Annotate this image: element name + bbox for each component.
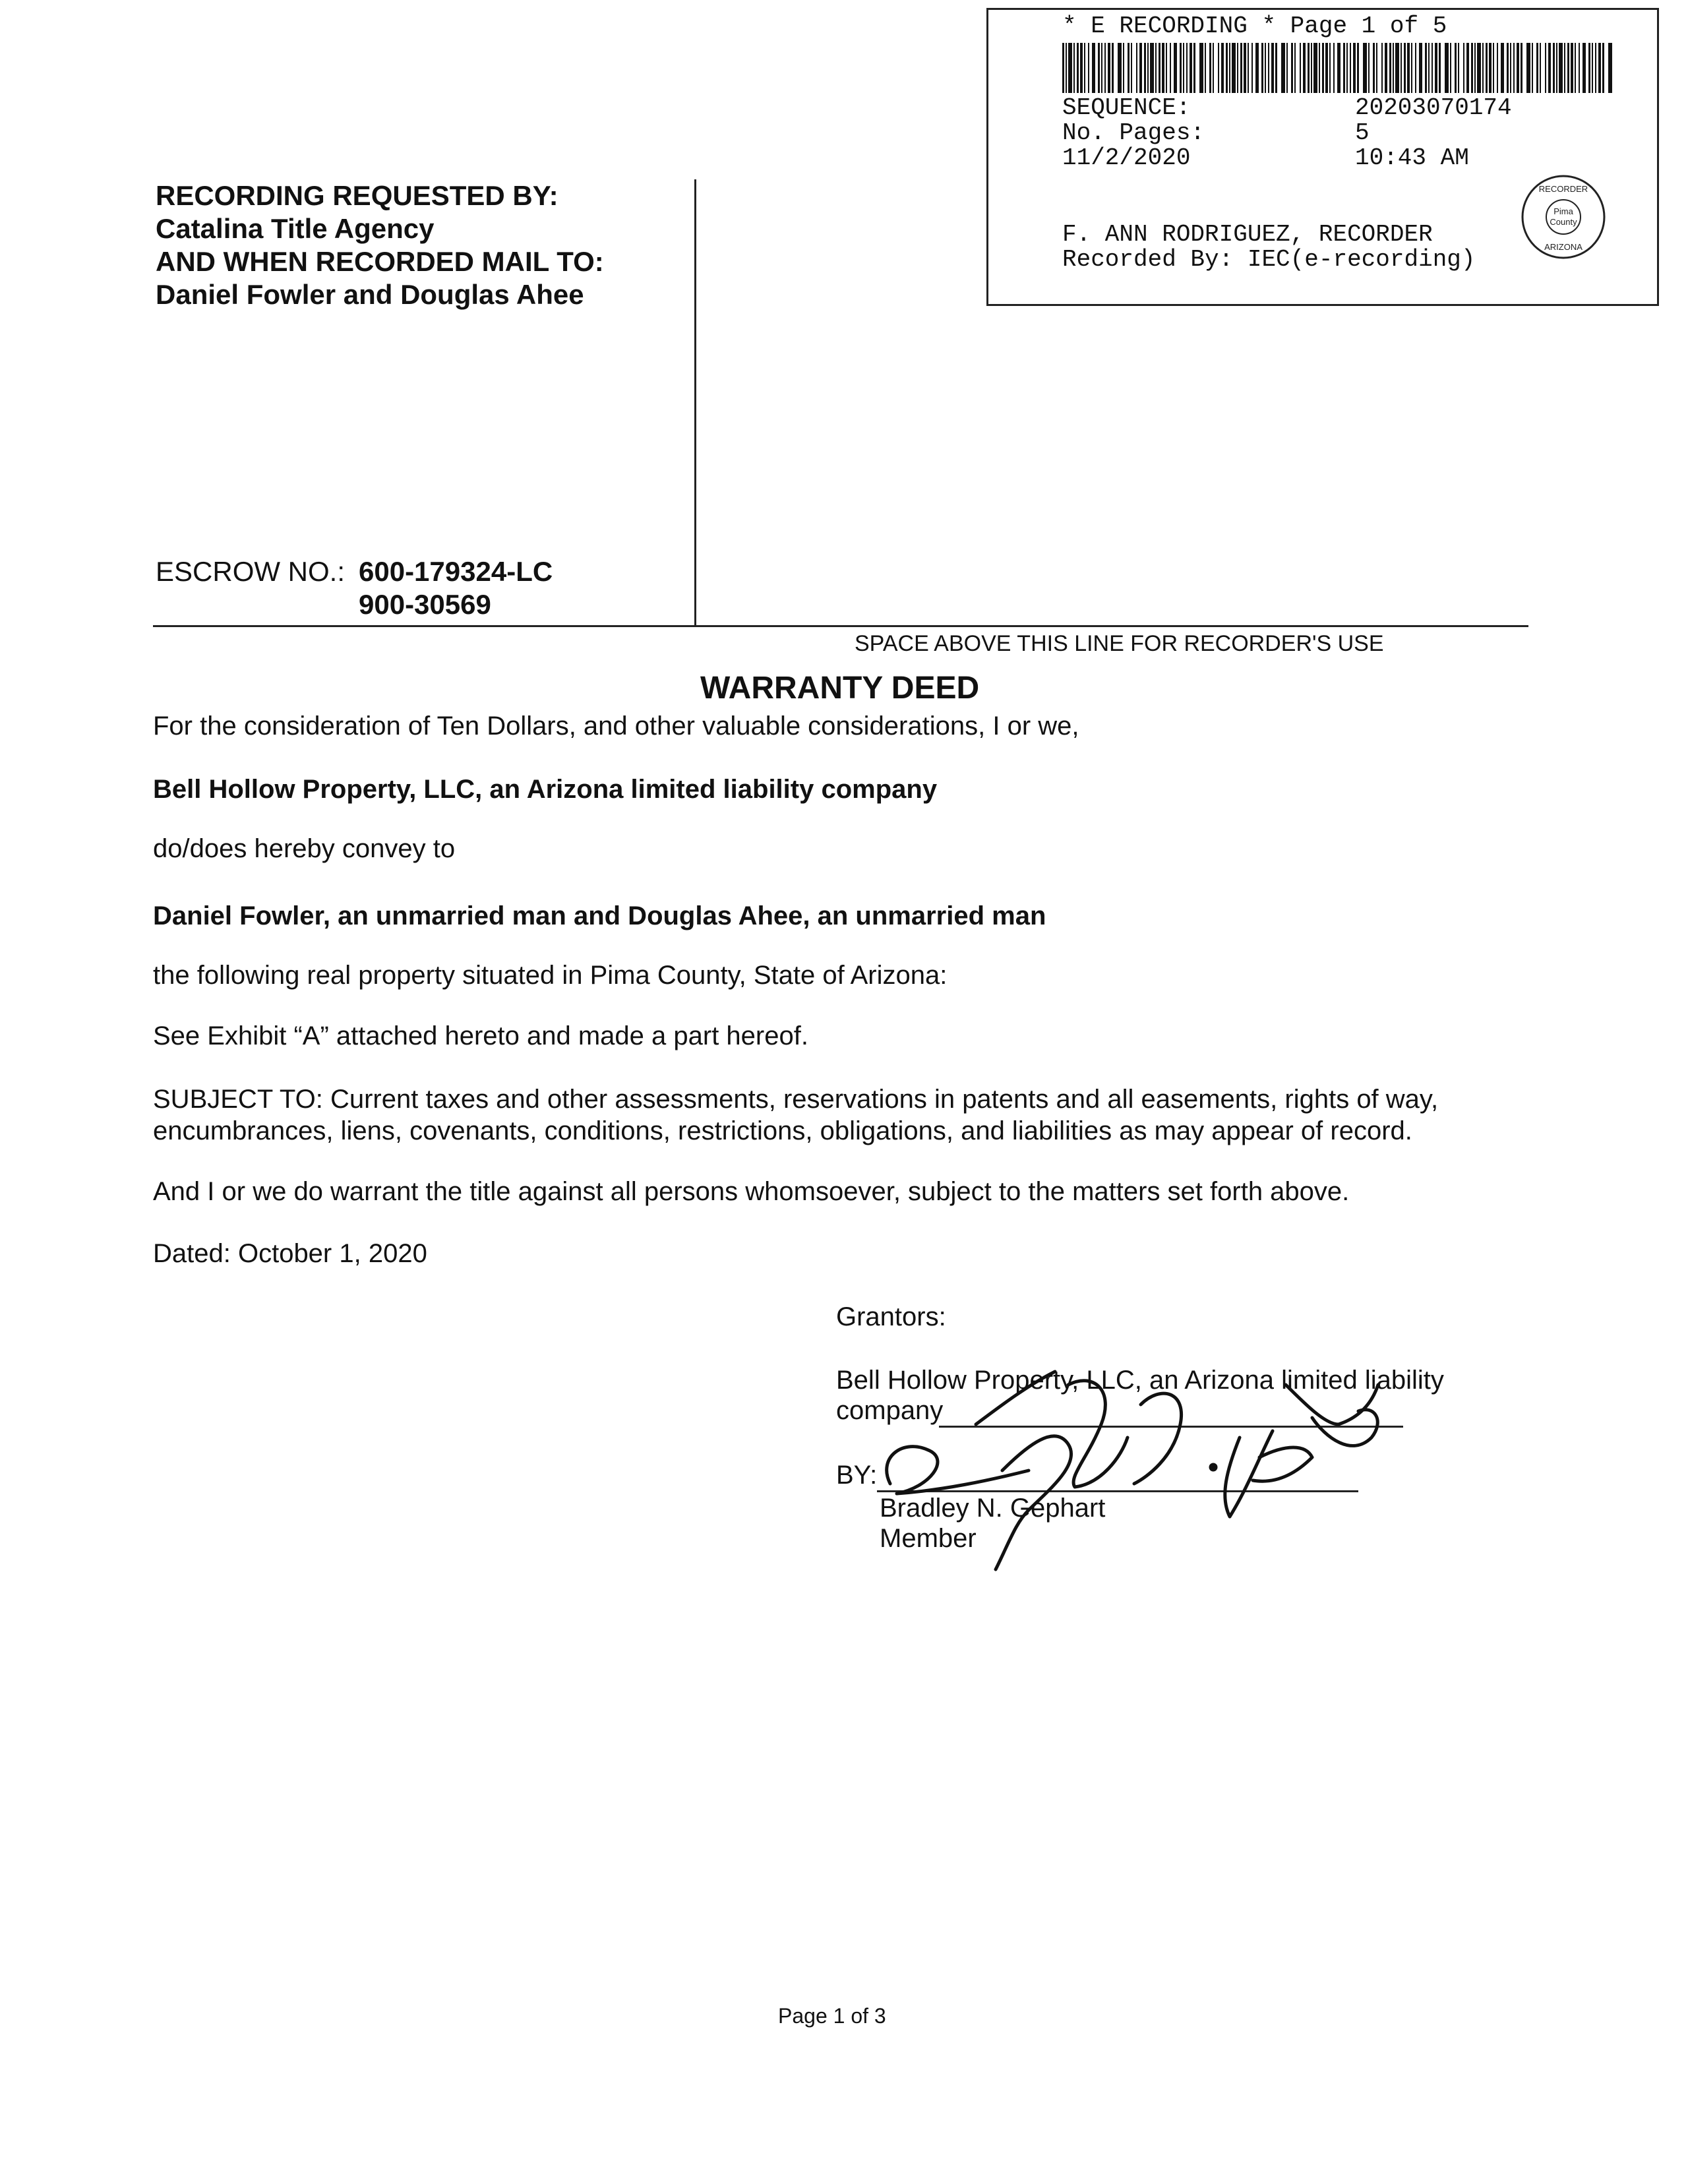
recorder-name: F. ANN RODRIGUEZ, RECORDER xyxy=(1062,221,1433,248)
barcode-bar xyxy=(1532,43,1533,93)
record-time: 10:43 AM xyxy=(1355,144,1469,171)
barcode-bar xyxy=(1237,43,1238,93)
barcode xyxy=(1062,43,1616,93)
barcode-bar xyxy=(1240,43,1242,93)
barcode-bar xyxy=(1407,43,1410,93)
barcode-bar xyxy=(1155,43,1157,93)
barcode-bar xyxy=(1062,43,1064,93)
barcode-bar xyxy=(1350,43,1351,93)
barcode-bar xyxy=(1300,43,1301,93)
barcode-bar xyxy=(1170,43,1171,93)
barcode-bar xyxy=(1419,43,1422,93)
signer-role: Member xyxy=(880,1524,977,1553)
barcode-bar xyxy=(1308,43,1310,93)
convey-text: do/does hereby convey to xyxy=(153,834,456,863)
county-seal-icon xyxy=(1520,173,1607,260)
mail-to: Daniel Fowler and Douglas Ahee xyxy=(156,279,584,310)
barcode-bar xyxy=(1556,43,1557,93)
barcode-bar xyxy=(1118,43,1122,93)
barcode-bar xyxy=(1526,43,1530,93)
barcode-bar xyxy=(1232,43,1236,93)
barcode-bar xyxy=(1084,43,1085,93)
sequence-value: 20203070174 xyxy=(1355,94,1512,121)
warrant-text: And I or we do warrant the title against all persons whomsoever, subject to the matters set forth above. xyxy=(153,1177,1350,1206)
barcode-bar xyxy=(1313,43,1317,93)
barcode-bar xyxy=(1571,43,1573,93)
barcode-bar xyxy=(1536,43,1538,93)
recorder-stamp xyxy=(986,8,1659,306)
barcode-bar xyxy=(1251,43,1253,93)
barcode-bar xyxy=(1271,43,1274,93)
escrow-label: ESCROW NO.: xyxy=(156,556,346,587)
barcode-bar xyxy=(1428,43,1430,93)
svg-text:ARIZONA: ARIZONA xyxy=(1544,242,1582,252)
barcode-bar xyxy=(1136,43,1137,93)
barcode-bar xyxy=(1108,43,1110,93)
barcode-bar xyxy=(1598,43,1601,93)
barcode-bar xyxy=(1226,43,1228,93)
signer-name: Bradley N. Gephart xyxy=(880,1494,1106,1523)
mail-to-label: AND WHEN RECORDED MAIL TO: xyxy=(156,246,604,277)
space-above-note: SPACE ABOVE THIS LINE FOR RECORDER'S USE xyxy=(855,631,1384,656)
barcode-bar xyxy=(1592,43,1593,93)
barcode-bar xyxy=(1319,43,1320,93)
barcode-bar xyxy=(1180,43,1182,93)
barcode-bar xyxy=(1265,43,1266,93)
barcode-bar xyxy=(1389,43,1391,93)
barcode-bar xyxy=(1404,43,1406,93)
barcode-bar xyxy=(1183,43,1184,93)
barcode-bar xyxy=(1229,43,1230,93)
barcode-bar xyxy=(1363,43,1367,93)
grantor-entity-line-2: company xyxy=(836,1396,944,1425)
barcode-bar xyxy=(1291,43,1293,93)
barcode-bar xyxy=(1493,43,1494,93)
barcode-bar xyxy=(1190,43,1192,93)
barcode-bar xyxy=(1123,43,1124,93)
barcode-bar xyxy=(1474,43,1476,93)
barcode-bar xyxy=(1588,43,1590,93)
barcode-bar xyxy=(1092,43,1095,93)
barcode-bar xyxy=(1221,43,1224,93)
barcode-bar xyxy=(1575,43,1576,93)
barcode-bar xyxy=(1439,43,1441,93)
barcode-bar xyxy=(1466,43,1469,93)
barcode-bar xyxy=(1450,43,1451,93)
barcode-bar xyxy=(1381,43,1383,93)
barcode-bar xyxy=(1486,43,1488,93)
barcode-bar xyxy=(1268,43,1269,93)
barcode-bar xyxy=(1521,43,1522,93)
barcode-bar xyxy=(1553,43,1555,93)
barcode-bar xyxy=(1564,43,1565,93)
barcode-bar xyxy=(1128,43,1130,93)
barcode-bar xyxy=(1463,43,1464,93)
grantors-label: Grantors: xyxy=(836,1302,946,1331)
barcode-bar xyxy=(1458,43,1459,93)
barcode-bar xyxy=(1066,43,1067,93)
barcode-bar xyxy=(1159,43,1160,93)
consideration-text: For the consideration of Ten Dollars, and other valuable considerations, I or we, xyxy=(153,712,1079,741)
barcode-bar xyxy=(1261,43,1263,93)
barcode-bar xyxy=(1513,43,1515,93)
grantor-entity-line-1: Bell Hollow Property, LLC, an Arizona limited liability xyxy=(836,1366,1444,1395)
pages-label: No. Pages: xyxy=(1062,119,1205,146)
property-text: the following real property situated in Pima County, State of Arizona: xyxy=(153,961,948,990)
recorded-by: Recorded By: IEC(e-recording) xyxy=(1062,246,1476,273)
barcode-bar xyxy=(1162,43,1164,93)
requested-by: Catalina Title Agency xyxy=(156,213,435,244)
barcode-bar xyxy=(1415,43,1416,93)
barcode-bar xyxy=(1477,43,1481,93)
escrow-number-2: 900-30569 xyxy=(359,589,491,620)
barcode-bar xyxy=(1548,43,1551,93)
grantor-name: Bell Hollow Property, LLC, an Arizona limited liability company xyxy=(153,775,938,804)
barcode-bar xyxy=(1325,43,1328,93)
barcode-bar xyxy=(1281,43,1285,93)
barcode-bar xyxy=(1368,43,1370,93)
recorder-space-line xyxy=(153,625,1528,627)
record-date: 11/2/2020 xyxy=(1062,144,1191,171)
grantee-name: Daniel Fowler, an unmarried man and Douglas Ahee, an unmarried man xyxy=(153,901,1046,930)
barcode-bar xyxy=(1489,43,1492,93)
header-vertical-divider xyxy=(694,179,696,625)
barcode-bar xyxy=(1286,43,1288,93)
barcode-bar xyxy=(1346,43,1348,93)
barcode-bar xyxy=(1080,43,1083,93)
barcode-bar xyxy=(1608,43,1612,93)
barcode-bar xyxy=(1101,43,1102,93)
barcode-bar xyxy=(1425,43,1427,93)
barcode-bar xyxy=(1311,43,1312,93)
barcode-bar xyxy=(1507,43,1509,93)
barcode-bar xyxy=(1088,43,1089,93)
barcode-bar xyxy=(1077,43,1079,93)
sequence-label: SEQUENCE: xyxy=(1062,94,1191,121)
barcode-bar xyxy=(1582,43,1586,93)
barcode-bar xyxy=(1098,43,1100,93)
barcode-bar xyxy=(1322,43,1324,93)
barcode-bar xyxy=(1393,43,1394,93)
page-number: Page 1 of 3 xyxy=(778,2004,886,2028)
barcode-bar xyxy=(1595,43,1596,93)
barcode-bar xyxy=(1432,43,1433,93)
barcode-bar xyxy=(1510,43,1511,93)
svg-text:RECORDER: RECORDER xyxy=(1538,184,1588,194)
barcode-bar xyxy=(1401,43,1402,93)
subject-to-line-1: SUBJECT TO: Current taxes and other assessments, reservations in patents and all easements, rights of way, xyxy=(153,1085,1439,1114)
barcode-bar xyxy=(1337,43,1341,93)
barcode-bar xyxy=(1545,43,1546,93)
barcode-bar xyxy=(1343,43,1345,93)
escrow-number-1: 600-179324-LC xyxy=(359,556,553,587)
barcode-bar xyxy=(1186,43,1188,93)
barcode-bar xyxy=(1353,43,1356,93)
barcode-bar xyxy=(1150,43,1154,93)
barcode-bar xyxy=(1147,43,1149,93)
deed-title: WARRANTY DEED xyxy=(700,671,980,706)
barcode-bar xyxy=(1248,43,1249,93)
barcode-bar xyxy=(1517,43,1519,93)
barcode-bar xyxy=(1144,43,1146,93)
barcode-bar xyxy=(1104,43,1106,93)
barcode-bar xyxy=(1193,43,1195,93)
dated-text: Dated: October 1, 2020 xyxy=(153,1239,427,1268)
barcode-bar xyxy=(1131,43,1132,93)
barcode-bar xyxy=(1602,43,1604,93)
barcode-bar xyxy=(1579,43,1580,93)
barcode-bar xyxy=(1213,43,1214,93)
stamp-header: * E RECORDING * Page 1 of 5 xyxy=(1062,13,1447,40)
svg-text:County: County xyxy=(1550,217,1577,227)
barcode-bar xyxy=(1275,43,1277,93)
barcode-bar xyxy=(1166,43,1167,93)
barcode-bar xyxy=(1303,43,1306,93)
barcode-bar xyxy=(1199,43,1203,93)
barcode-bar xyxy=(1333,43,1335,93)
barcode-bar xyxy=(1244,43,1246,93)
pages-value: 5 xyxy=(1355,119,1370,146)
handwritten-signature xyxy=(851,1345,1398,1583)
barcode-bar xyxy=(1255,43,1259,93)
barcode-bar xyxy=(1218,43,1219,93)
barcode-bar xyxy=(1385,43,1387,93)
barcode-bar xyxy=(1497,43,1498,93)
barcode-bar xyxy=(1482,43,1484,93)
subject-to-line-2: encumbrances, liens, covenants, conditions, restrictions, obligations, and liabilities as may appear of record. xyxy=(153,1116,1412,1145)
barcode-bar xyxy=(1455,43,1457,93)
barcode-bar xyxy=(1567,43,1569,93)
barcode-bar xyxy=(1435,43,1437,93)
barcode-bar xyxy=(1395,43,1399,93)
barcode-bar xyxy=(1373,43,1375,93)
barcode-bar xyxy=(1174,43,1177,93)
barcode-bar xyxy=(1209,43,1211,93)
barcode-bar xyxy=(1357,43,1359,93)
barcode-bar xyxy=(1112,43,1114,93)
barcode-bar xyxy=(1068,43,1072,93)
by-label: BY: xyxy=(836,1461,878,1490)
barcode-bar xyxy=(1501,43,1504,93)
barcode-bar xyxy=(1205,43,1206,93)
barcode-bar xyxy=(1540,43,1541,93)
barcode-bar xyxy=(1411,43,1412,93)
exhibit-text: See Exhibit “A” attached hereto and made a part hereof. xyxy=(153,1021,808,1050)
barcode-bar xyxy=(1139,43,1142,93)
requested-by-label: RECORDING REQUESTED BY: xyxy=(156,180,558,211)
barcode-bar xyxy=(1329,43,1331,93)
barcode-bar xyxy=(1445,43,1449,93)
svg-text:Pima: Pima xyxy=(1553,206,1573,216)
barcode-bar xyxy=(1559,43,1563,93)
barcode-bar xyxy=(1073,43,1075,93)
barcode-bar xyxy=(1376,43,1377,93)
barcode-bar xyxy=(1471,43,1473,93)
barcode-bar xyxy=(1294,43,1296,93)
